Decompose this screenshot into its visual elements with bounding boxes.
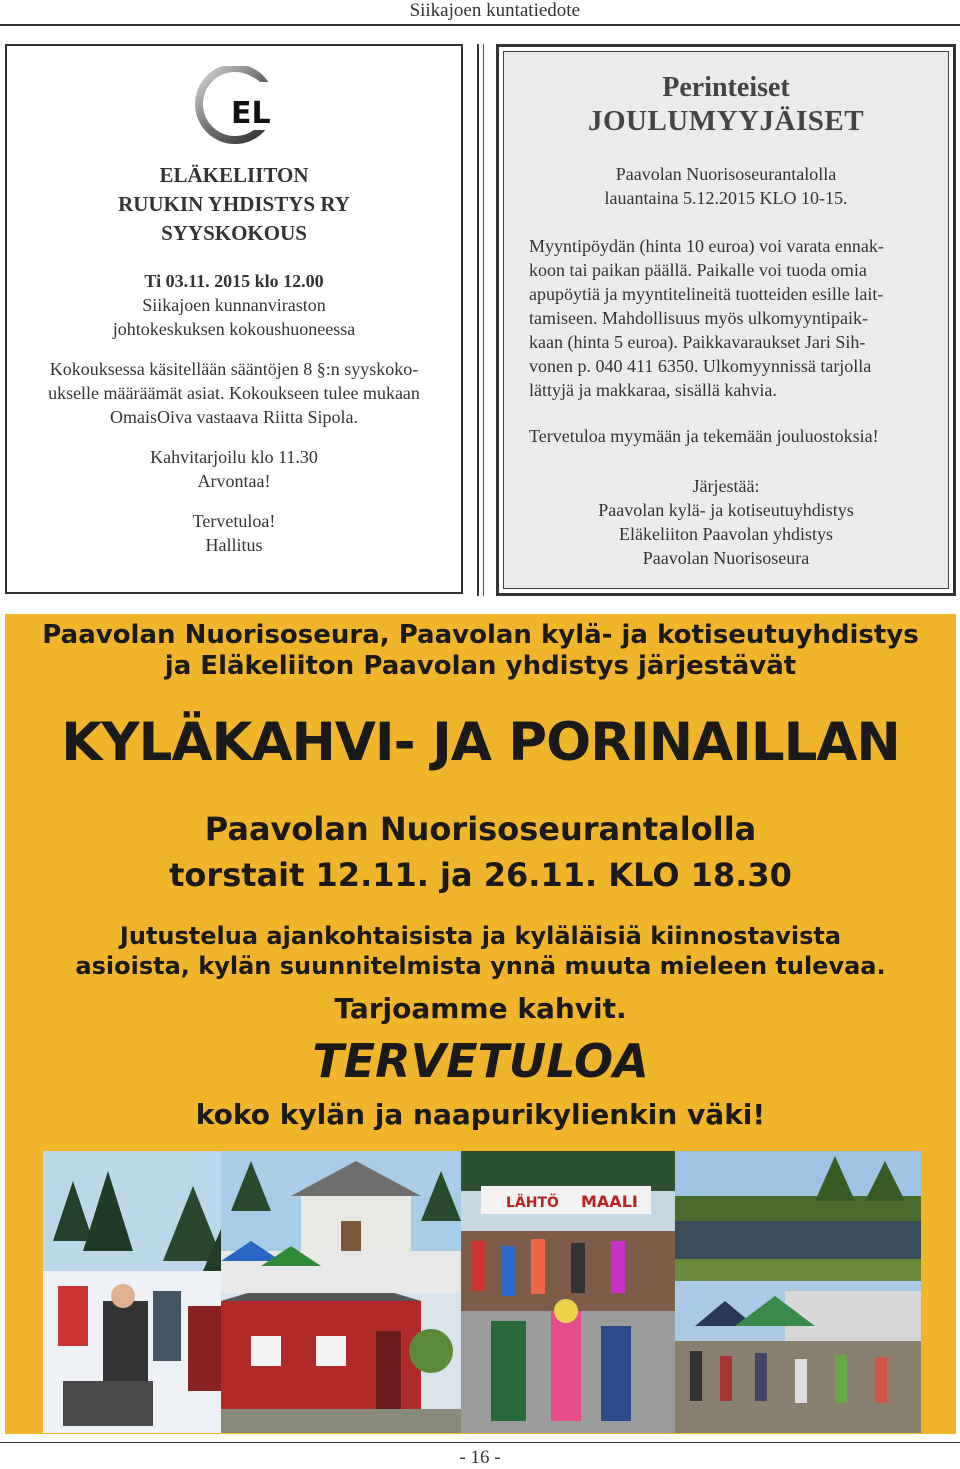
village-cafe-poster: [5, 614, 956, 1434]
poster-organizers-line1: Paavolan Nuorisoseura, Paavolan kylä- ja kotiseutuyhdistys: [42, 620, 919, 650]
market-venue-line2: lauantaina 5.12.2015 KLO 10-15.: [604, 188, 848, 208]
poster-headline: KYLÄKAHVI- JA PORINAILLAN: [61, 712, 900, 773]
market-desc-line: koon tai paikan päällä. Paikalle voi tuoda omia: [529, 260, 867, 280]
finish-banner-text: MAALI: [581, 1192, 638, 1211]
poster-description-line2: asioista, kylän suunnitelmista ynnä muuta mieleen tulevaa.: [75, 952, 886, 980]
elakeliitto-logo: [193, 66, 303, 146]
meeting-time-place: [7, 269, 461, 341]
photo-running-race: [461, 1151, 675, 1433]
signature-line: Hallitus: [205, 535, 263, 555]
meeting-desc-line2: ukselle määräämät asiat. Kokoukseen tulee mukaan: [48, 383, 420, 403]
publication-title: Siikajoen kuntatiedote: [409, 0, 580, 21]
column-divider: [477, 44, 479, 596]
meeting-desc-line1: Kokouksessa käsitellään sääntöjen 8 §:n syyskoko-: [49, 359, 419, 379]
meeting-title-line2: RUUKIN YHDISTYS RY: [118, 192, 350, 216]
poster-organizers-line2: ja Eläkeliiton Paavolan yhdistys järjestävät: [164, 651, 797, 681]
christmas-market-notice: [496, 44, 956, 596]
welcome-line: Tervetuloa!: [192, 511, 276, 531]
page-header: [0, 0, 960, 24]
organizer-item: Paavolan Nuorisoseura: [642, 548, 810, 568]
meeting-desc-line3: OmaisOiva vastaava Riitta Sipola.: [110, 407, 358, 427]
market-desc-line: tamiseen. Mahdollisuus myös ulkomyyntipaik-: [529, 308, 868, 328]
poster-dates: torstait 12.11. ja 26.11. KLO 18.30: [169, 856, 792, 894]
poster-village-invite: koko kylän ja naapurikylienkin väki!: [195, 1098, 766, 1131]
market-desc-line: vonen p. 040 411 6350. Ulkomyynnissä tarjolla: [529, 356, 872, 376]
meeting-title-line3: SYYSKOKOUS: [161, 221, 307, 245]
market-desc-line: kaan (hinta 5 euroa). Paikkavaraukset Jari Sih-: [529, 332, 866, 352]
poster-venue: Paavolan Nuorisoseurantalolla: [204, 810, 757, 848]
annual-meeting-notice: [5, 44, 463, 594]
poster-coffee: Tarjoamme kahvit.: [334, 992, 627, 1025]
organizer-item: Eläkeliiton Paavolan yhdistys: [619, 524, 833, 544]
market-welcome: Tervetuloa myymään ja tekemään jouluostoksia!: [529, 426, 879, 446]
poster-description-line1: Jutustelua ajankohtaisista ja kyläläisiä kiinnostavista: [119, 922, 842, 950]
page-number: - 16 -: [459, 1447, 501, 1468]
market-organizers: [504, 474, 948, 570]
meeting-place-line2: johtokeskuksen kokoushuoneessa: [112, 319, 356, 339]
meeting-title-line1: ELÄKELIITON: [159, 163, 309, 187]
left-box-content: [7, 161, 461, 557]
photo-market-tents: [675, 1281, 921, 1433]
market-desc-line: apupöytiä ja myyntitelineitä tuotteiden esille lait-: [529, 284, 884, 304]
organizer-item: Paavolan kylä- ja kotiseutuyhdistys: [598, 500, 854, 520]
meeting-title: [7, 161, 461, 248]
market-title-line1: Perinteiset: [662, 72, 790, 103]
logo-text: EL: [231, 96, 271, 131]
meeting-signoff: [7, 509, 461, 557]
photo-church: [221, 1151, 461, 1293]
market-venue: [504, 162, 948, 210]
meeting-description: [7, 357, 461, 429]
market-title-line2: JOULUMYYJÄISET: [587, 105, 865, 137]
market-desc-line: lättyjä ja makkaraa, sisällä kahvia.: [529, 380, 777, 400]
market-desc-line: Myyntipöydän (hinta 10 euroa) voi varata ennak-: [529, 236, 884, 256]
christmas-market-inner: [503, 51, 949, 589]
meeting-place-line1: Siikajoen kunnanviraston: [142, 295, 326, 315]
organizer-label: Järjestää:: [692, 476, 760, 496]
start-banner-text: LÄHTÖ: [506, 1195, 559, 1211]
photo-collage: [43, 1151, 921, 1433]
column-divider-thin: [483, 44, 484, 596]
market-venue-line1: Paavolan Nuorisoseurantalolla: [615, 164, 837, 184]
meeting-extras: [7, 445, 461, 493]
photo-red-house: [221, 1291, 461, 1433]
footer-rule: [0, 1442, 960, 1443]
meeting-date: Ti 03.11. 2015 klo 12.00: [144, 271, 324, 291]
photo-river: [675, 1151, 921, 1281]
raffle-line: Arvontaa!: [197, 471, 271, 491]
poster-welcome: TERVETULOA: [312, 1034, 649, 1088]
coffee-line: Kahvitarjoilu klo 11.30: [150, 447, 318, 467]
header-rule: [0, 24, 960, 26]
market-description: [529, 234, 934, 402]
